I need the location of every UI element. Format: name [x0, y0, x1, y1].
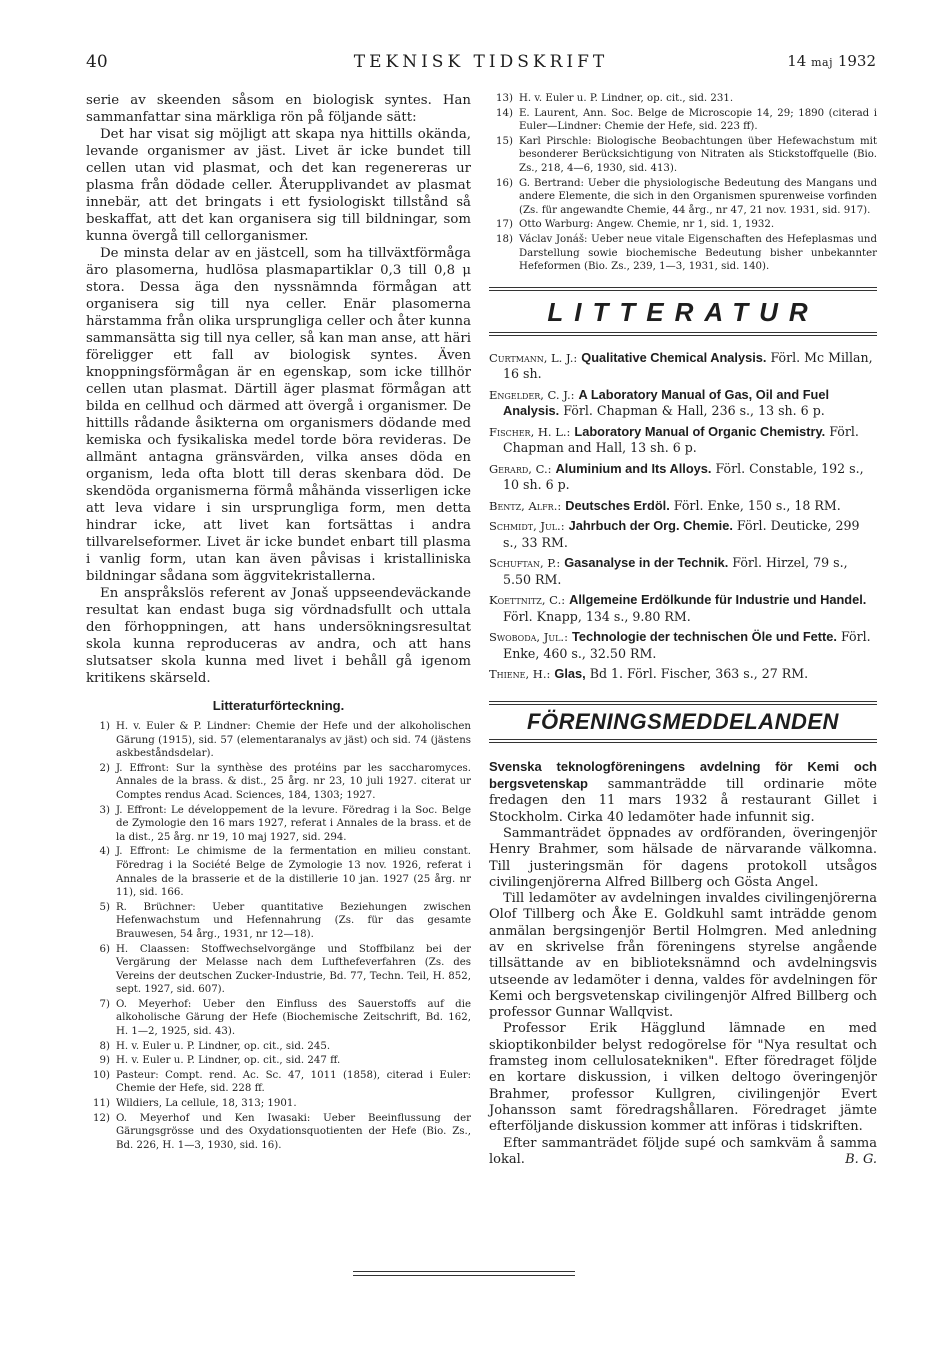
reference-text: H. v. Euler u. P. Lindner, op. cit., sid. 245.: [116, 1040, 331, 1052]
reference-text: H. v. Euler & P. Lindner: Chemie der Hefe und der alkoholischen Gärung (1915), sid. 57 (elementaranalys av jäst) och sid. 74 (jästens askbeståndsdelar).: [116, 721, 471, 760]
reference-text: H. v. Euler u. P. Lindner, op. cit., sid. 247 ff.: [116, 1055, 341, 1067]
book-title: Laboratory Manual of Organic Chemistry.: [574, 423, 826, 439]
reference-item: [86, 1054, 471, 1068]
reference-item: [86, 998, 471, 1039]
book-details: Förl. Constable, 192 s., 10 sh. 6 p.: [503, 460, 864, 493]
reference-number: 9): [99, 1055, 110, 1067]
foreningar-heading: FÖRENINGSMEDDELANDEN: [527, 708, 839, 734]
reference-item: [86, 1040, 471, 1054]
reference-item: [489, 135, 877, 176]
book-title: Deutsches Erdöl.: [565, 497, 670, 513]
book-author: Schmidt, Jul.:: [489, 519, 565, 534]
reference-number: 7): [99, 998, 110, 1010]
reference-number: 6): [99, 943, 110, 955]
reference-item: [86, 1097, 471, 1111]
reference-number: 14): [496, 107, 513, 119]
left-column: [86, 92, 471, 1153]
reference-text: Karl Pirschle: Biologische Beobachtungen über Hefewachstum mit besonderer Berücksichtigung von Nitraten als Stickstoffquelle (Bio. Zs., 218, 4—6, 1930, sid. 413).: [519, 135, 877, 174]
reference-number: 4): [99, 846, 110, 858]
reference-text: Wildiers, La cellule, 18, 313; 1901.: [116, 1098, 297, 1110]
reference-item: [86, 804, 471, 845]
references-title: Litteraturförteckning.: [212, 698, 345, 713]
reference-text: E. Laurent, Ann. Soc. Belge de Microscopie 14, 29; 1890 (citerad i Euler—Lindner: Chemie der Hefe, sid. 223 ff).: [519, 107, 877, 133]
reference-item: [86, 762, 471, 803]
reference-text: J. Effront: Le développement de la levure. Föredrag i la Soc. Belge de Zymologie den 16 mars 1927, referat i Annales de la brass. et de la dist., 25 årg. nr 19, 10 maj 1927, sid. 294.: [116, 804, 471, 843]
book-entry: [489, 498, 877, 515]
section-rule: [489, 701, 877, 705]
signature: B. G.: [845, 1151, 877, 1167]
book-entry: [489, 518, 877, 551]
reference-text: J. Effront: Le chimisme de la fermentation en milieu constant. Föredrag i la Société Belge de Zymologie 13 nov. 1926, referat i Annales de la brasserie et de la distillerie 10 jan. 1927 (25 årg. nr 11), sid. 166.: [116, 846, 471, 899]
book-title: A Laboratory Manual of Gas, Oil and Fuel Analysis.: [503, 386, 830, 419]
reference-text: H. Claassen: Stoffwechselvorgänge und Stoffbilanz bei der Vergärung der Melasse nach dem Lufthefeverfahren (Zs. des Vereins der deutschen Zucker-Industrie, Bd. 77, Techn. Teil, H. 852, sept. 1927, sid. 607).: [116, 943, 471, 996]
reference-number: 13): [496, 93, 513, 104]
reference-item: [86, 720, 471, 761]
book-author: Gerard, C.:: [489, 461, 552, 476]
reference-item: [489, 218, 877, 232]
news-paragraph: Till ledamöter av avdelningen invaldes civilingenjörerna Olof Tillberg och Åke E. Goldkuhl samt inträdde genom anmälan bergsingenjör Bertil Holmgren. Med anledning av en skrivelse från föreningens styrelse angående tillsättande av en biblioteksnämnd och avdelningsvis utseende av ledamöter i denna, valdes för avdelningen för Kemi och bergsvetenskap civilingenjör Alfred Billberg och professor Gunnar Wallqvist.: [489, 891, 877, 1021]
reference-number: 8): [99, 1040, 110, 1052]
book-list: [489, 350, 877, 683]
book-details: Förl. Deuticke, 299 s., 33 RM.: [503, 518, 860, 550]
reference-item: [86, 901, 471, 942]
body-paragraph: En anspråkslös referent av Jonaš uppseendeväckande resultat kan endast buga sig vördnadsfullt och uttala den förhoppningen, att hans undersökningsresultat skola kunna reproduceras av andra, och att hans slutsatser skola kunna med livet i behåll gå igenom kritikens skärseld.: [86, 586, 471, 686]
litteratur-heading: LITTERATUR: [547, 296, 819, 327]
reference-number: 11): [93, 1098, 110, 1110]
book-entry: [489, 629, 877, 662]
reference-number: 2): [99, 762, 110, 774]
book-details: Förl. Knapp, 134 s., 9.80 RM.: [503, 608, 691, 624]
book-details: Förl. Enke, 460 s., 32.50 RM.: [503, 629, 871, 661]
reference-text: Pasteur: Compt. rend. Ac. Sc. 47, 1011 (1858), citerad i Euler: Chemie der Hefe, sid. 228 ff.: [116, 1069, 471, 1095]
right-column: [489, 92, 877, 1168]
footer-rule: [353, 1271, 575, 1276]
page-header: [86, 52, 876, 78]
news-paragraph: Professor Erik Hägglund lämnade en med skioptikonbilder belyst redogörelse för "Nya resultat och framsteg inom cellulosatekniken". Efter föredraget följde en kortare diskussion, i vilken deltogo överingenjör Brahmer, professor Kullgren, civilingenjör Evert Johansson samt föredragshållaren. Föredraget jämte efterföljande diskussion kommer att införas i tidskriften.: [489, 1021, 877, 1135]
book-title: Gasanalyse in der Technik.: [564, 555, 729, 571]
news-lead: Svenska teknologföreningens avdelning för Kemi och bergsvetenskap: [489, 758, 877, 792]
reference-item: [489, 177, 877, 218]
book-title: Glas,: [554, 666, 586, 682]
news-lead-paragraph: Svenska teknologföreningens avdelning för Kemi och bergsvetenskap sammanträdde till ordinarie möte fredagen den 11 mars 1932 å restaurant Gillet i Stockholm. Cirka 40 ledamöter hade infunnit sig.: [489, 758, 877, 825]
reference-text: O. Meyerhof: Ueber den Einfluss des Sauerstoffs auf die alkoholische Gärung der Hefe (Biochemische Zeitschrift, Bd. 162, H. 1—2, 1925, sid. 43).: [116, 998, 471, 1038]
issue-date: 14 maj 1932: [787, 52, 876, 70]
reference-number: 10): [93, 1069, 110, 1081]
reference-number: 12): [93, 1112, 110, 1124]
reference-number: 16): [496, 177, 513, 189]
book-entry: [489, 461, 877, 494]
reference-item: [86, 1069, 471, 1096]
reference-number: 5): [99, 901, 110, 913]
book-entry: [489, 350, 877, 383]
book-author: Thiene, H.:: [489, 667, 551, 682]
reference-text: H. v. Euler u. P. Lindner, op. cit., sid. 231.: [519, 93, 734, 104]
reference-list: [86, 720, 471, 1152]
book-entry: [489, 424, 877, 457]
book-title: Jahrbuch der Org. Chemie.: [568, 518, 733, 534]
reference-item: [86, 1112, 471, 1153]
reference-item: [489, 107, 877, 134]
book-details: Bd 1. Förl. Fischer, 363 s., 27 RM.: [589, 666, 809, 682]
journal-title: TEKNISK TIDSKRIFT: [353, 52, 609, 72]
book-details: Förl. Hirzel, 79 s., 5.50 RM.: [503, 555, 848, 587]
news-paragraph: Efter sammanträdet följde supé och samkväm å samma lokal. B. G.: [489, 1135, 877, 1167]
section-rule: [489, 332, 877, 336]
reference-item: [86, 845, 471, 899]
news-section: [489, 759, 877, 1168]
reference-item: [489, 233, 877, 274]
book-entry: [489, 592, 877, 625]
book-title: Allgemeine Erdölkunde für Industrie und Handel.: [569, 592, 867, 608]
book-details: Förl. Chapman and Hall, 13 sh. 6 p.: [503, 423, 859, 456]
book-entry: [489, 666, 877, 683]
reference-number: 15): [496, 135, 513, 147]
book-author: Koettnitz, C.:: [489, 593, 566, 608]
book-author: Bentz, Alfr.:: [489, 498, 562, 513]
book-author: Curtmann, L. J.:: [489, 350, 578, 365]
book-author: Swoboda, Jul.:: [489, 630, 568, 645]
section-rule: [489, 739, 877, 743]
section-rule: [489, 287, 877, 291]
reference-number: 1): [99, 721, 110, 732]
book-details: Förl. Chapman & Hall, 236 s., 13 sh. 6 p.: [563, 403, 825, 419]
body-paragraph: De minsta delar av en jästcell, som ha tillväxtförmåga äro plasomerna, hudlösa plasmapartiklar 0,3 till 0,8 μ stora. Dessa äga den nyssnämnda förmågan att organisera sig till nya celler. Enär plasomerna härstamma från olika ursprungliga celler och åter kunna sammansätta sig till nya celler, så kan man anse, att häri föreligger ett fall av biologisk syntes. Även knoppningsförmågan är en egenskap, som icke tillhör cellen utan plasmat. Därtill äger plasmat förmågan att bilda en cellhud och därmed att övergå i organismer. De hittills rådande åsikterna om organismers dödande med kemiska och fysikaliska medel torde böra revideras. De allmänt antagna gränsvärden, vilka anses döda en organism, leda ofta blott till deras skenbara död. De skendöda organismerna förmå måhända visserligen icke att leva vidare i sin ursprungliga form, men detta hindrar icke, att livet kan fortsättas i andra tillvarelseformer. Livet är icke bundet enbart till plasma i vanlig form, utan kan även påvisas i kristalliniska bildningar sådana som äggvitekristallerna.: [86, 246, 471, 584]
reference-text: Václav Jonáš: Ueber neue vitale Eigenschaften des Hefeplasmas und Darstellung sowie biochemische Bedeutung bisher unbekannter Hefeformen (Bio. Zs., 239, 1—3, 1931, sid. 140).: [519, 233, 877, 273]
reference-text: R. Brüchner: Ueber quantitative Beziehungen zwischen Hefenwachstum und Hefennahrung (Zs. für das gesamte Brauwesen, 54 årg., 1931, nr 12—18).: [116, 901, 471, 940]
reference-text: Otto Warburg: Angew. Chemie, nr 1, sid. 1, 1932.: [519, 219, 775, 231]
reference-list-continued: [489, 92, 877, 274]
reference-text: J. Effront: Sur la synthèse des protéins par les saccharomyces. Annales de la brass. & dist., 25 årg. nr 23, 10 juli 1927. citerat ur Comptes rendus Acad. Sciences, 184, 1303; 1927.: [116, 762, 471, 801]
book-title: Technologie der technischen Öle und Fette.: [571, 629, 837, 645]
reference-text: O. Meyerhof und Ken Iwasaki: Ueber Beeinflussung der Gärungsgrösse und des Oxydationsquotienten der Hefe (Bio. Zs., Bd. 226, H. 1—3, 1930, sid. 16).: [116, 1112, 471, 1151]
page-number: 40: [86, 52, 108, 72]
reference-number: 17): [496, 219, 513, 231]
book-details: Förl. Mc Millan, 16 sh.: [503, 349, 873, 382]
reference-number: 3): [99, 804, 110, 816]
book-title: Aluminium and Its Alloys.: [555, 460, 712, 476]
reference-number: 18): [496, 233, 513, 245]
body-paragraph: serie av skeenden såsom en biologisk syntes. Han sammanfattar sina märkliga rön på följande sätt:: [86, 93, 471, 125]
reference-text: G. Bertrand: Ueber die physiologische Bedeutung des Mangans und andere Elemente, die sich in den Organismen spurenweise vorfinden (Zs. für angewandte Chemie, 44 årg., nr 47, 21 nov. 1931, sid. 917).: [519, 177, 877, 216]
reference-item: [489, 92, 877, 106]
book-author: Fischer, H. L.:: [489, 424, 571, 439]
book-title: Qualitative Chemical Analysis.: [581, 349, 767, 365]
news-paragraph: Sammanträdet öppnades av ordföranden, överingenjör Henry Brahmer, som hälsade de närvarande välkomna. Till justeringsmän för dagens protokoll utsågos civilingenjörerna Alfred Billberg och Gösta Angel.: [489, 825, 877, 890]
book-author: Schuftan, P.:: [489, 556, 561, 571]
book-author: Engelder, C. J.:: [489, 387, 575, 402]
book-entry: [489, 555, 877, 588]
reference-item: [86, 943, 471, 997]
book-entry: [489, 387, 877, 420]
book-details: Förl. Enke, 150 s., 18 RM.: [673, 497, 841, 513]
body-paragraph: Det har visat sig möjligt att skapa nya hittills okända, levande organismer av jäst. Livet är icke bundet till cellen utan vid plasmat, och det kan regenereras ur plasma från dödade celler. Återupplivandet av plasmat innebär, att det bringats i ett fysiologiskt tillstånd så beskaffat, att det kan organisera sig till bildningar, som kunna övergå till cellorganismer.: [86, 127, 471, 244]
